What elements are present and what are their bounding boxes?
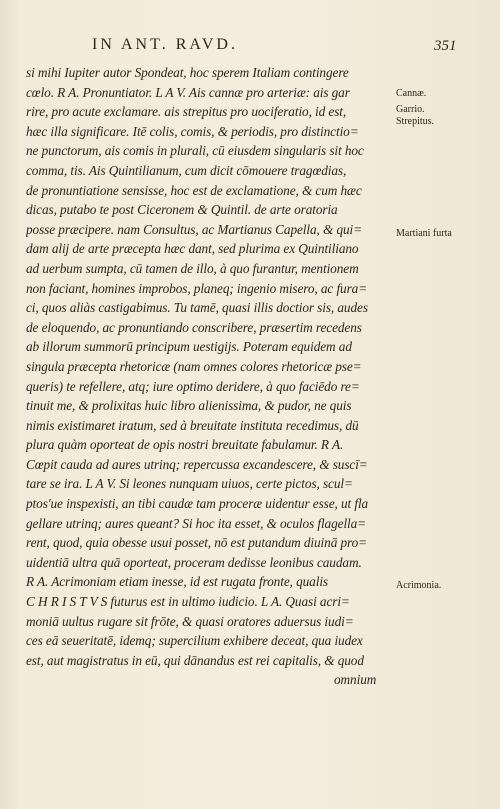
text-line: ne punctorum, ais comis in plurali, cū eiusdem singularis sit hoc xyxy=(26,143,364,159)
margin-note-acrimonia: Acrimonia. xyxy=(396,580,442,591)
text-line: de pronuntiatione sensisse, hoc est de exclamatione, & cum hæc xyxy=(26,182,362,198)
text-line: ptos'ue inspexisti, an tibi caudæ tam proceræ uidentur esse, ut fla xyxy=(26,496,369,512)
text-block xyxy=(26,63,391,690)
text-line: tinuit me, & prolixitas huic libro alienissima, & pudor, ne quis xyxy=(26,398,352,414)
margin-note-strepitus: Strepitus. xyxy=(396,116,435,127)
margin-note-cannae: Cannæ. xyxy=(396,88,427,99)
page-header xyxy=(0,36,500,60)
text-line: omnium xyxy=(334,672,377,688)
text-line: si mihi Iupiter autor Spondeat, hoc sperem Italiam contingere xyxy=(26,65,349,80)
margin-note-martiani-furta: Martiani furta xyxy=(396,228,452,239)
text-line: C H R I S T V S futurus est in ultimo iudicio. L A. Quasi acri= xyxy=(26,594,350,610)
text-line: ces eā seueritatē, idemq; supercilium exhibere deceat, qua iudex xyxy=(26,633,363,649)
text-line: hæc illa significare. Itē colis, comis, & periodis, pro distinctio= xyxy=(26,123,359,139)
text-line: est, aut magistratus in eū, qui dānandus est rei capitalis, & quod xyxy=(26,652,364,668)
text-line: comma, tis. Ais Quintilianum, cum dicit cōmouere tragœdias, xyxy=(26,162,347,178)
text-line: Cœpit cauda ad aures utrinq; repercussa excandescere, & suscī= xyxy=(26,456,368,472)
text-line: cœlo. R A. Pronuntiator. L A V. Ais cannæ pro arteriæ: ais gar xyxy=(26,84,350,100)
text-line: gellare utrinq; aures queant? Si hoc ita esset, & oculos flagella= xyxy=(26,515,367,531)
text-line: posse præcipere. nam Consultus, ac Martianus Capella, & qui= xyxy=(26,221,363,237)
page-number: 351 xyxy=(434,38,457,54)
text-line: ad uerbum sumpta, cū tamen de illo, à quo furantur, mentionem xyxy=(26,260,359,276)
text-line: de eloquendo, ac pronuntiando conscribere, præsertim recedens xyxy=(26,319,362,335)
text-line: moniā uultus rugare sit frōte, & quasi oratores aduersus iudi= xyxy=(26,613,354,629)
text-line: tare se ira. L A V. Si leones nunquam uiuos, certe pictos, scul= xyxy=(26,476,353,492)
text-line: plura quàm oporteat de opis nostri breuitate fabulamur. R A. xyxy=(26,437,344,453)
text-line: uidentiā ultra quā oporteat, proceram dedisse leonibus caudam. xyxy=(26,554,362,570)
text-line: non faciant, homines improbos, planeq; ingenio misero, ac fura= xyxy=(26,280,368,296)
text-line: rent, quod, quia obesse usui posset, nō est putandum diuinā pro= xyxy=(26,535,368,551)
running-head: IN ANT. RAVD. xyxy=(92,36,238,53)
text-line: dam alij de arte præcepta hæc dant, sed plurima ex Quintiliano xyxy=(26,241,359,257)
text-line: rire, pro acute exclamare. ais strepitus pro uociferatio, id est, xyxy=(26,104,347,120)
text-line: dicas, putabo te post Ciceronem & Quintil. de arte oratoria xyxy=(26,202,338,218)
text-line: R A. Acrimoniam etiam inesse, id est rugata fronte, qualis xyxy=(26,574,328,590)
text-line: queris) te refellere, atq; iure optimo deridere, à quo faciēdo re= xyxy=(26,378,360,394)
text-line: ci, quos aliàs castigabimus. Tu tamē, quasi illis doctior sis, audes xyxy=(26,300,368,316)
text-line: singula præcepta rhetoricæ (nam omnes colores rhetoricæ pse= xyxy=(26,358,362,374)
text-line: nimis existimaret iratum, sed à breuitate instituta recedimus, dū xyxy=(26,417,359,433)
margin-note-garrio: Garrio. xyxy=(396,104,425,115)
text-line: ab illorum summorū principum uestigijs. Poteram equidem ad xyxy=(26,339,352,355)
